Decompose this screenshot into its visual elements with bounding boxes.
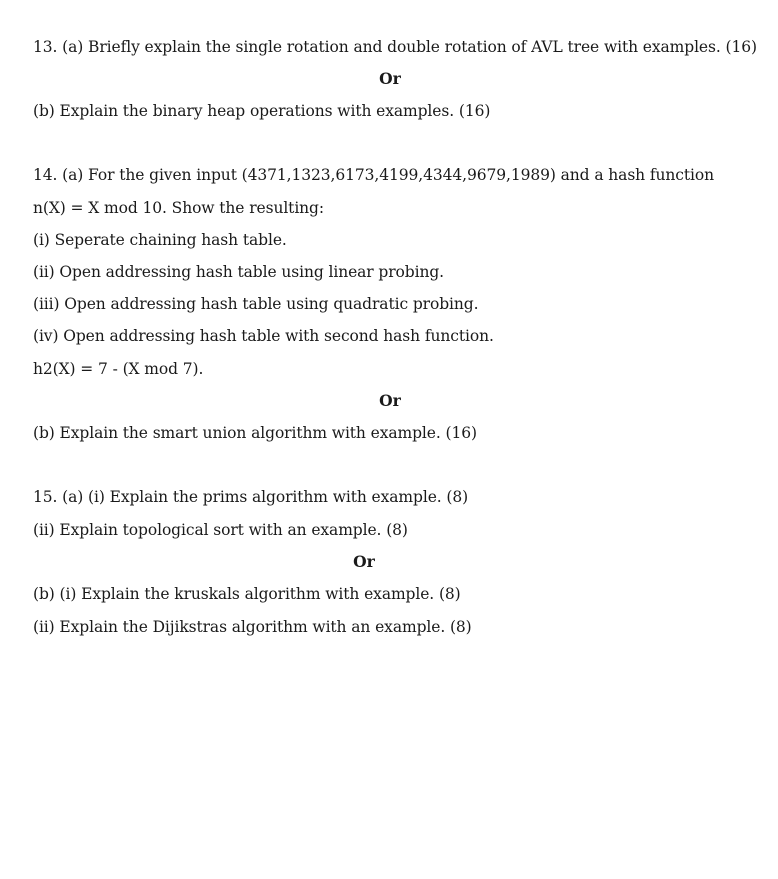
question-15a-i: 15. (a) (i) Explain the prims algorithm with example. (8) xyxy=(33,488,469,506)
or-separator-15: Or xyxy=(353,552,375,571)
question-14a-iii: (iii) Open addressing hash table using quadratic probing. xyxy=(33,295,479,313)
question-15b-i: (b) (i) Explain the kruskals algorithm with example. (8) xyxy=(33,585,461,603)
question-15b-ii: (ii) Explain the Dijikstras algorithm with an example. (8) xyxy=(33,618,472,636)
or-separator-13: Or xyxy=(379,69,401,88)
question-14a-line1: 14. (a) For the given input (4371,1323,6173,4199,4344,9679,1989) and a hash function xyxy=(33,166,714,184)
question-13b: (b) Explain the binary heap operations with examples. (16) xyxy=(33,102,491,120)
question-14a-line2: n(X) = X mod 10. Show the resulting: xyxy=(33,199,324,217)
question-14a-iv: (iv) Open addressing hash table with second hash function. xyxy=(33,327,494,345)
question-14a-ii: (ii) Open addressing hash table using linear probing. xyxy=(33,263,444,281)
question-14a-i: (i) Seperate chaining hash table. xyxy=(33,231,287,249)
question-13a: 13. (a) Briefly explain the single rotation and double rotation of AVL tree with examples. (16) xyxy=(33,38,757,56)
or-separator-14: Or xyxy=(379,391,401,410)
question-15a-ii: (ii) Explain topological sort with an example. (8) xyxy=(33,521,408,539)
question-14b: (b) Explain the smart union algorithm with example. (16) xyxy=(33,424,477,442)
hash-function-h2: h2(X) = 7 - (X mod 7). xyxy=(33,360,204,378)
